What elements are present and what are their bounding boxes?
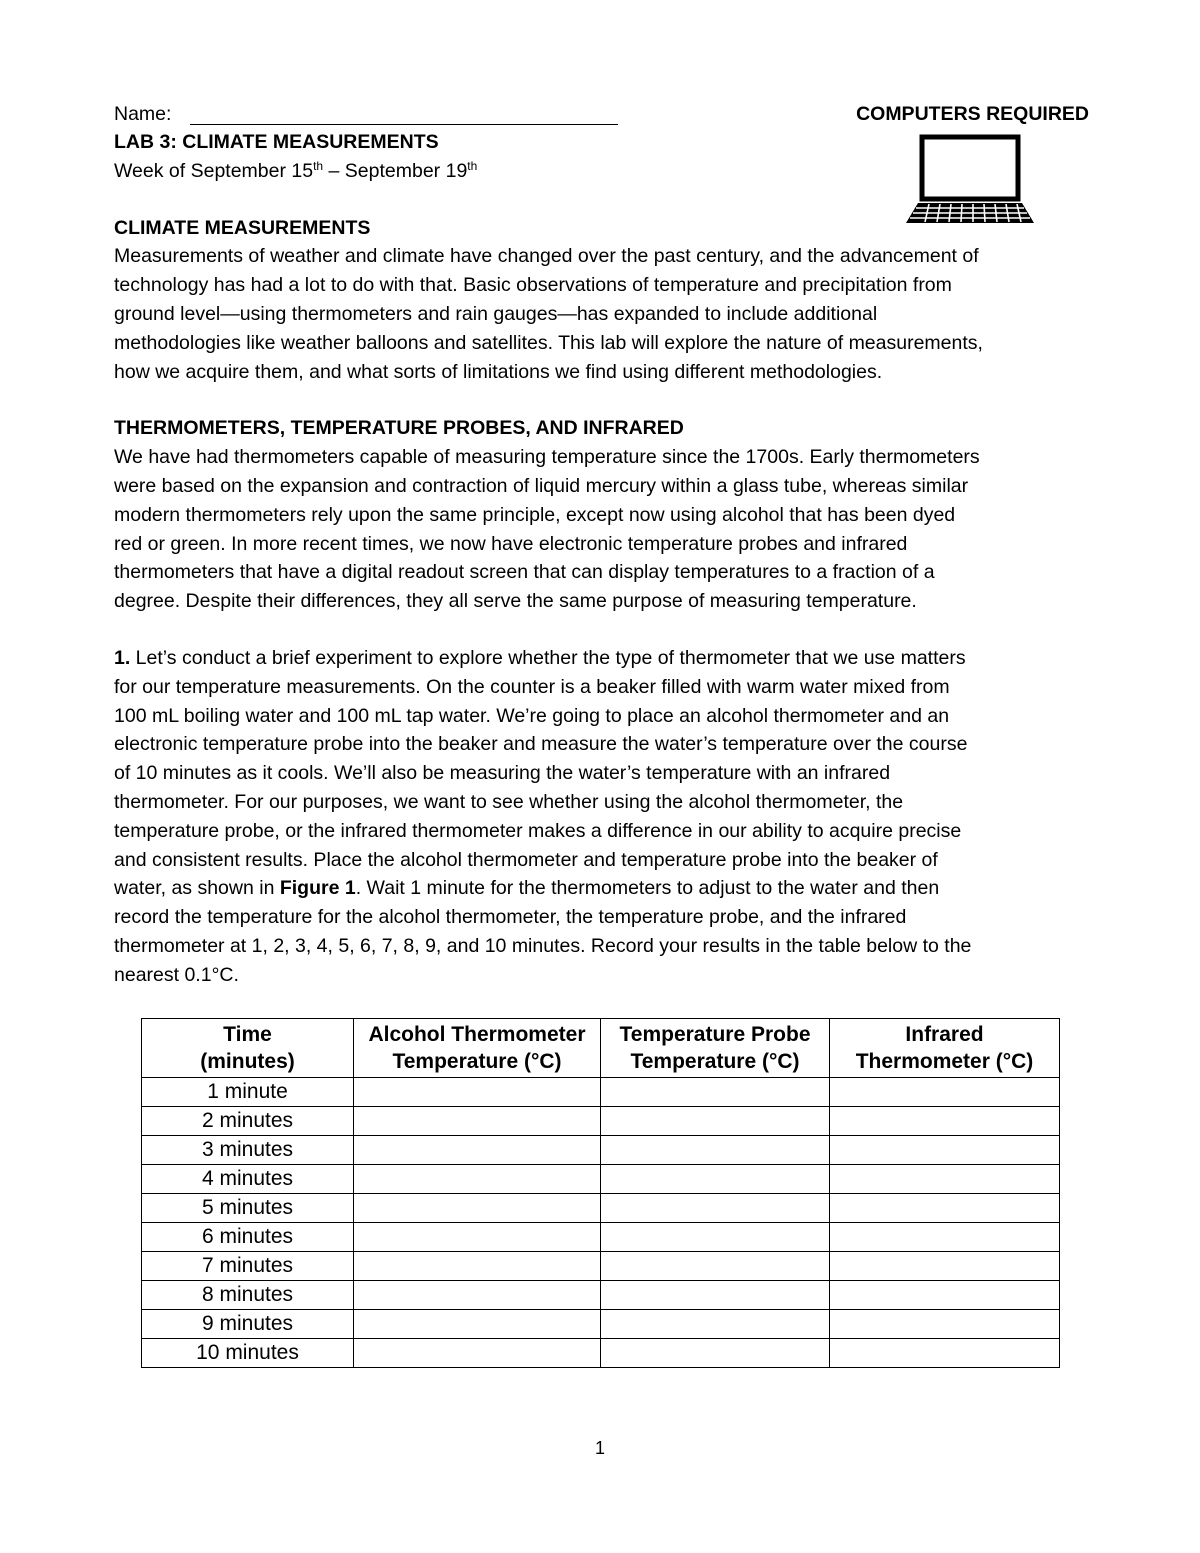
paragraph-line: of 10 minutes as it cools. We’ll also be measuring the water’s temperature with an infrared — [114, 762, 891, 785]
week-mid: – September 19 — [323, 159, 468, 182]
header-line: Alcohol Thermometer — [368, 1023, 586, 1046]
paragraph-line: how we acquire them, and what sorts of limitations we find using different methodologies. — [114, 360, 883, 383]
table-row — [142, 1281, 1060, 1310]
table-row — [142, 1078, 1060, 1107]
laptop-icon — [904, 133, 1036, 229]
header-line: Temperature Probe — [619, 1023, 811, 1046]
header-line: Temperature (°C) — [630, 1050, 800, 1073]
header-alcohol — [354, 1019, 601, 1078]
figure-reference-line — [114, 874, 1089, 903]
infrared-cell[interactable] — [830, 1339, 1060, 1368]
results-table — [141, 1018, 1060, 1368]
alcohol-cell[interactable] — [354, 1165, 601, 1194]
table-row — [142, 1136, 1060, 1165]
time-cell: 5 minutes — [142, 1194, 354, 1223]
time-cell: 8 minutes — [142, 1281, 354, 1310]
alcohol-cell[interactable] — [354, 1339, 601, 1368]
lab-title: LAB 3: CLIMATE MEASUREMENTS — [114, 131, 439, 153]
week-prefix: Week of September 15 — [114, 159, 314, 182]
question-number: 1. — [114, 646, 131, 669]
infrared-cell[interactable] — [830, 1107, 1060, 1136]
page-number: 1 — [594, 1438, 605, 1458]
probe-cell[interactable] — [601, 1252, 830, 1281]
name-label: Name: — [114, 103, 172, 125]
paragraph-line: ground level—using thermometers and rain gauges—has expanded to include additional — [114, 302, 878, 325]
paragraph-line: electronic temperature probe into the beaker and measure the water’s temperature over the course — [114, 733, 968, 756]
alcohol-cell[interactable] — [354, 1136, 601, 1165]
table-row — [142, 1194, 1060, 1223]
infrared-cell[interactable] — [830, 1252, 1060, 1281]
time-cell: 7 minutes — [142, 1252, 354, 1281]
alcohol-cell[interactable] — [354, 1223, 601, 1252]
paragraph-line: technology has had a lot to do with that. Basic observations of temperature and precipitation from — [114, 274, 952, 297]
time-cell: 9 minutes — [142, 1310, 354, 1339]
probe-cell[interactable] — [601, 1223, 830, 1252]
alcohol-cell[interactable] — [354, 1310, 601, 1339]
infrared-cell[interactable] — [830, 1194, 1060, 1223]
paragraph-line: and consistent results. Place the alcohol thermometer and temperature probe into the beaker of — [114, 848, 938, 871]
time-cell: 2 minutes — [142, 1107, 354, 1136]
time-cell: 6 minutes — [142, 1223, 354, 1252]
paragraph-line: thermometer. For our purposes, we want to see whether using the alcohol thermometer, the — [114, 790, 904, 813]
probe-cell[interactable] — [601, 1107, 830, 1136]
probe-cell[interactable] — [601, 1078, 830, 1107]
figure-1-reference: Figure 1 — [279, 877, 356, 900]
paragraph-line: were based on the expansion and contraction of liquid mercury within a glass tube, whereas similar — [114, 474, 969, 497]
header-time — [142, 1019, 354, 1078]
paragraph-line: modern thermometers rely upon the same principle, except now using alcohol that has been dyed — [114, 503, 956, 526]
question-text: Let’s conduct a brief experiment to explore whether the type of thermometer that we use matters — [130, 646, 966, 669]
week-sup-1: th — [313, 158, 324, 173]
table-row — [142, 1310, 1060, 1339]
fig-line-post: . Wait 1 minute for the thermometers to adjust to the water and then — [355, 877, 940, 900]
section-climate-paragraph — [114, 242, 1089, 386]
paragraph-line: 100 mL boiling water and 100 mL tap water. We’re going to place an alcohol thermometer and an — [114, 704, 950, 727]
section-heading-climate: CLIMATE MEASUREMENTS — [114, 216, 371, 239]
question-first-line — [114, 644, 1089, 673]
infrared-cell[interactable] — [830, 1281, 1060, 1310]
probe-cell[interactable] — [601, 1281, 830, 1310]
paragraph-line: methodologies like weather balloons and satellites. This lab will explore the nature of measurements, — [114, 331, 983, 354]
alcohol-cell[interactable] — [354, 1078, 601, 1107]
time-cell: 4 minutes — [142, 1165, 354, 1194]
table-row — [142, 1252, 1060, 1281]
paragraph-line: Measurements of weather and climate have changed over the past century, and the advancement of — [114, 245, 979, 268]
infrared-cell[interactable] — [830, 1136, 1060, 1165]
infrared-cell[interactable] — [830, 1165, 1060, 1194]
paragraph-line: nearest 0.1°C. — [114, 963, 239, 986]
paragraph-line: temperature probe, or the infrared thermometer makes a difference in our ability to acquire precise — [114, 819, 962, 842]
probe-cell[interactable] — [601, 1136, 830, 1165]
paragraph-line: record the temperature for the alcohol thermometer, the temperature probe, and the infrared — [114, 906, 907, 929]
question-1 — [114, 644, 1089, 990]
header-infrared — [830, 1019, 1060, 1078]
paragraph-line: for our temperature measurements. On the counter is a beaker filled with warm water mixed from — [114, 675, 950, 698]
table-row — [142, 1223, 1060, 1252]
alcohol-cell[interactable] — [354, 1194, 601, 1223]
probe-cell[interactable] — [601, 1310, 830, 1339]
header-line: Thermometer (°C) — [855, 1050, 1034, 1073]
header-line: (minutes) — [200, 1050, 295, 1073]
paragraph-line: We have had thermometers capable of measuring temperature since the 1700s. Early thermometers — [114, 446, 980, 469]
fig-line-pre: water, as shown in — [114, 877, 280, 900]
alcohol-cell[interactable] — [354, 1252, 601, 1281]
probe-cell[interactable] — [601, 1339, 830, 1368]
time-cell: 10 minutes — [142, 1339, 354, 1368]
alcohol-cell[interactable] — [354, 1281, 601, 1310]
probe-cell[interactable] — [601, 1194, 830, 1223]
header-line: Temperature (°C) — [392, 1050, 562, 1073]
table-row — [142, 1339, 1060, 1368]
time-cell: 1 minute — [142, 1078, 354, 1107]
alcohol-cell[interactable] — [354, 1107, 601, 1136]
paragraph-line: red or green. In more recent times, we now have electronic temperature probes and infrared — [114, 532, 908, 555]
week-sup-2: th — [467, 158, 478, 173]
table-row — [142, 1165, 1060, 1194]
paragraph-line: degree. Despite their differences, they all serve the same purpose of measuring temperature. — [114, 590, 917, 613]
section-heading-thermometers: THERMOMETERS, TEMPERATURE PROBES, AND INFRARED — [114, 417, 684, 440]
header-probe — [601, 1019, 830, 1078]
infrared-cell[interactable] — [830, 1078, 1060, 1107]
paragraph-line: thermometer at 1, 2, 3, 4, 5, 6, 7, 8, 9, and 10 minutes. Record your results in the table below to the — [114, 934, 972, 957]
name-row — [114, 100, 1089, 128]
infrared-cell[interactable] — [830, 1310, 1060, 1339]
name-blank-line — [190, 100, 618, 125]
header-line: Infrared — [905, 1023, 984, 1046]
paragraph-line: thermometers that have a digital readout screen that can display temperatures to a fraction of a — [114, 561, 935, 584]
computers-required-label: COMPUTERS REQUIRED — [856, 103, 1089, 125]
section-thermometers-paragraph — [114, 443, 1089, 616]
header-line: Time — [223, 1023, 272, 1046]
table-header-row — [142, 1019, 1060, 1078]
time-cell: 3 minutes — [142, 1136, 354, 1165]
table-row — [142, 1107, 1060, 1136]
probe-cell[interactable] — [601, 1165, 830, 1194]
document-body — [114, 100, 1089, 990]
infrared-cell[interactable] — [830, 1223, 1060, 1252]
